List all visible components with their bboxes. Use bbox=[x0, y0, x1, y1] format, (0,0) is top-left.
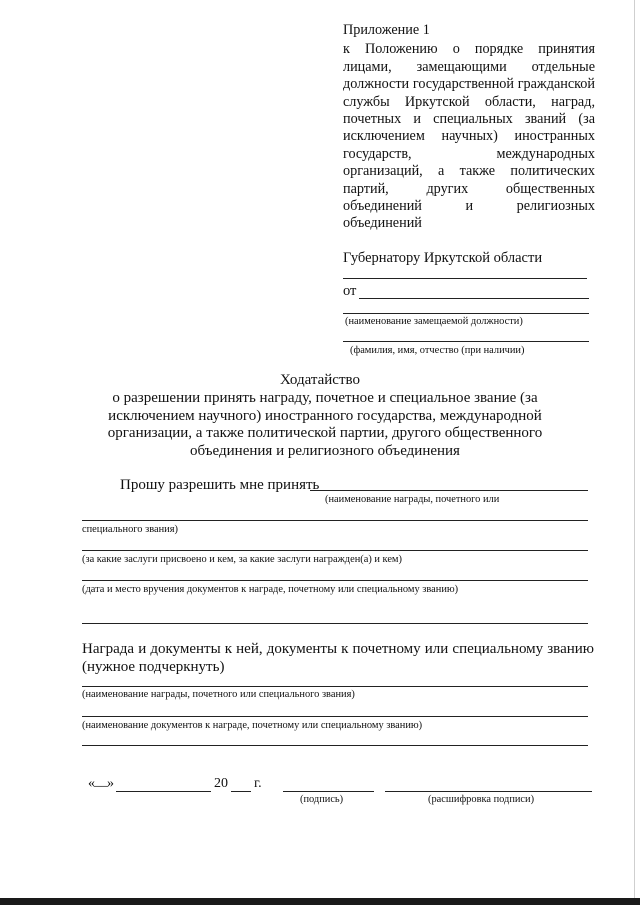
award-caption-2: специального звания) bbox=[82, 524, 178, 535]
signature-decode-line[interactable] bbox=[385, 791, 592, 792]
petition-title: Ходатайство bbox=[280, 372, 360, 388]
signature-decode-caption: (расшифровка подписи) bbox=[428, 794, 535, 805]
appendix-title: Приложение 1 bbox=[343, 22, 430, 38]
merits-caption: (за какие заслуги присвоено и кем, за какие заслуги награжден(а) и кем) bbox=[82, 554, 402, 565]
fio-caption: (фамилия, имя, отчество (при наличии) bbox=[350, 345, 525, 356]
from-line[interactable] bbox=[359, 298, 589, 299]
date-place-line[interactable] bbox=[82, 580, 588, 581]
award-paragraph: Награда и документы к ней, документы к почетному или специальному званию (нужное подчеркнуть) bbox=[82, 641, 594, 675]
award-name-caption: (наименование награды, почетного или специального звания) bbox=[82, 689, 355, 700]
award-input-line[interactable] bbox=[310, 490, 588, 491]
appendix-block bbox=[343, 22, 595, 233]
merits-line[interactable] bbox=[82, 550, 588, 551]
fio-line[interactable] bbox=[343, 341, 589, 342]
date-year-prefix: 20 bbox=[214, 776, 228, 791]
addressee: Губернатору Иркутской области bbox=[343, 250, 543, 266]
award-caption-1: (наименование награды, почетного или bbox=[325, 494, 500, 505]
docs-name-line[interactable] bbox=[82, 716, 588, 717]
from-label: от bbox=[343, 283, 357, 299]
appendix-text: к Положению о порядке принятия лицами, замещающими отдельные должности государственной гражданской службы Иркутской области, наград, почетных и специальных званий (за исключением научных) иностранных государств, международных организаций, а также политических партий, других общественных объединений и религиозных объединений bbox=[343, 41, 595, 232]
petition-subtitle: о разрешении принять награду, почетное и специальное звание (за исключением научного) иностранного государства, международной организации, а также политической партии, другого общественного объединения и религиозного объединения bbox=[107, 390, 543, 459]
date-year-suffix: г. bbox=[254, 776, 262, 791]
award-input-line-2[interactable] bbox=[82, 520, 588, 521]
date-year-line[interactable] bbox=[231, 791, 251, 792]
signature-caption: (подпись) bbox=[300, 794, 344, 805]
date-open-quote: « bbox=[88, 776, 95, 791]
request-text: Прошу разрешить мне принять bbox=[120, 477, 320, 493]
scan-edge bbox=[634, 0, 635, 898]
date-month-line[interactable] bbox=[116, 791, 211, 792]
signature-line[interactable] bbox=[283, 791, 374, 792]
date-day-blank[interactable]: __ bbox=[94, 774, 108, 789]
date-place-caption: (дата и место вручения документов к награде, почетному или специальному званию) bbox=[82, 584, 459, 595]
scan-bottom-bar bbox=[0, 898, 640, 905]
position-caption: (наименование замещаемой должности) bbox=[345, 316, 523, 327]
addressee-line bbox=[343, 278, 587, 279]
extra-line[interactable] bbox=[82, 623, 588, 624]
docs-name-caption: (наименование документов к награде, почетному или специальному званию) bbox=[82, 720, 423, 731]
docs-extra-line[interactable] bbox=[82, 745, 588, 746]
date-close-quote: » bbox=[107, 776, 114, 791]
position-line[interactable] bbox=[343, 313, 589, 314]
award-name-line[interactable] bbox=[82, 686, 588, 687]
